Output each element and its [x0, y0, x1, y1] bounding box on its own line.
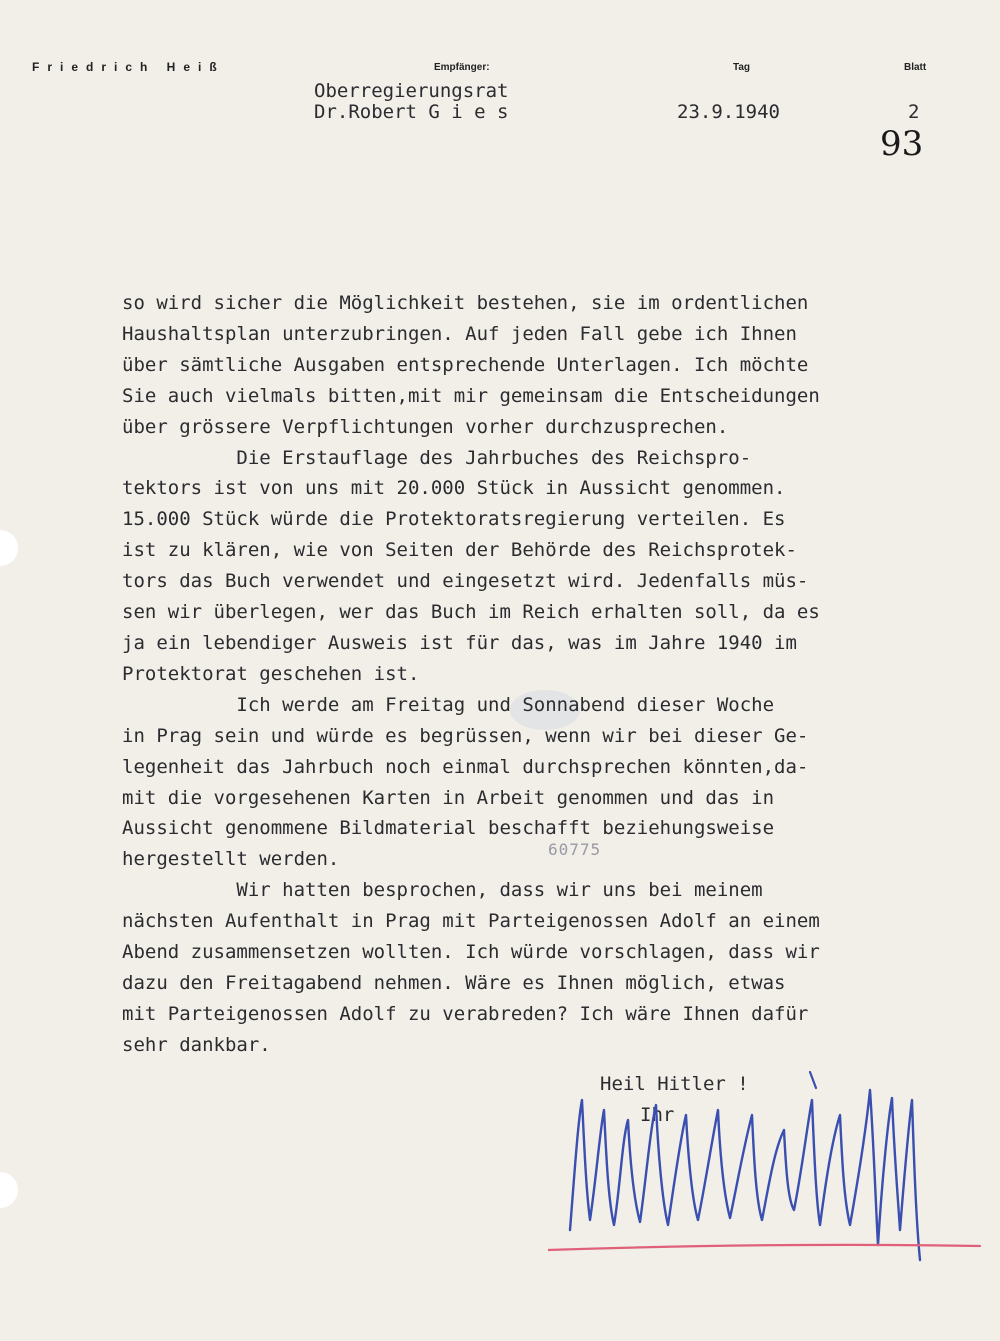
body-line: Ich werde am Freitag und Sonnabend dieser Woche [122, 693, 775, 716]
body-line: Aussicht genommene Bildmaterial beschafft beziehungsweise [122, 817, 775, 840]
closing-yours: Ihr [640, 1104, 675, 1126]
recipient-name: Dr.Robert G i e s [314, 101, 509, 123]
number-stamp: 60775 [548, 840, 602, 859]
body-line: Haushaltsplan unterzubringen. Auf jeden Fall gebe ich Ihnen [122, 322, 797, 345]
signature-stroke [570, 1090, 920, 1260]
body-line: Die Erstauflage des Jahrbuches des Reichspro- [122, 446, 752, 469]
recipient-label: Empfänger: [434, 62, 490, 73]
sheet-number: 2 [908, 101, 920, 123]
body-line: Sie auch vielmals bitten,mit mir gemeinsam die Entscheidungen [122, 384, 820, 407]
closing-greeting: Heil Hitler ! [600, 1073, 749, 1095]
body-line: dazu den Freitagabend nehmen. Wäre es Ihnen möglich, etwas [122, 971, 786, 994]
body-line: tektors ist von uns mit 20.000 Stück in Aussicht genommen. [122, 477, 786, 500]
signature-flourish [810, 1072, 816, 1088]
body-line: in Prag sein und würde es begrüssen, wenn wir bei dieser Ge- [122, 724, 809, 747]
body-line: mit Parteigenossen Adolf zu verabreden? Ich wäre Ihnen dafür [122, 1002, 809, 1025]
body-line: Wir hatten besprochen, dass wir uns bei meinem [122, 879, 763, 902]
signature-underline [548, 1245, 980, 1250]
body-line: Protektorat geschehen ist. [122, 662, 420, 685]
letter-body [122, 288, 922, 1061]
body-line: über grössere Verpflichtungen vorher durchzusprechen. [122, 415, 729, 438]
body-line: so wird sicher die Möglichkeit bestehen, sie im ordentlichen [122, 292, 809, 314]
body-line: ja ein lebendiger Ausweis ist für das, was im Jahre 1940 im [122, 631, 797, 654]
letter-date: 23.9.1940 [677, 101, 780, 123]
sender-name: Friedrich Heiß [32, 60, 225, 74]
body-line: sen wir überlegen, wer das Buch im Reich erhalten soll, da es [122, 601, 820, 624]
punch-hole [0, 1172, 18, 1208]
date-label: Tag [733, 62, 751, 73]
body-line: tors das Buch verwendet und eingesetzt wird. Jedenfalls müs- [122, 570, 809, 593]
body-line: Abend zusammensetzen wollten. Ich würde vorschlagen, dass wir [122, 941, 820, 964]
body-line: ist zu klären, wie von Seiten der Behörde des Reichsprotek- [122, 539, 797, 562]
body-line: sehr dankbar. [122, 1033, 271, 1056]
handwritten-signature [548, 1060, 988, 1280]
body-line: über sämtliche Ausgaben entsprechende Unterlagen. Ich möchte [122, 353, 809, 376]
recipient-title: Oberregierungsrat [314, 80, 509, 102]
body-line: nächsten Aufenthalt in Prag mit Parteigenossen Adolf an einem [122, 910, 820, 933]
punch-hole [0, 530, 18, 566]
body-line: legenheit das Jahrbuch noch einmal durchsprechen könnten,da- [122, 755, 809, 778]
folio-number: 93 [880, 124, 924, 164]
sheet-label: Blatt [904, 62, 927, 73]
body-line: 15.000 Stück würde die Protektoratsregierung verteilen. Es [122, 508, 786, 531]
body-line: hergestellt werden. [122, 848, 340, 871]
body-line: mit die vorgesehenen Karten in Arbeit genommen und das in [122, 786, 775, 809]
